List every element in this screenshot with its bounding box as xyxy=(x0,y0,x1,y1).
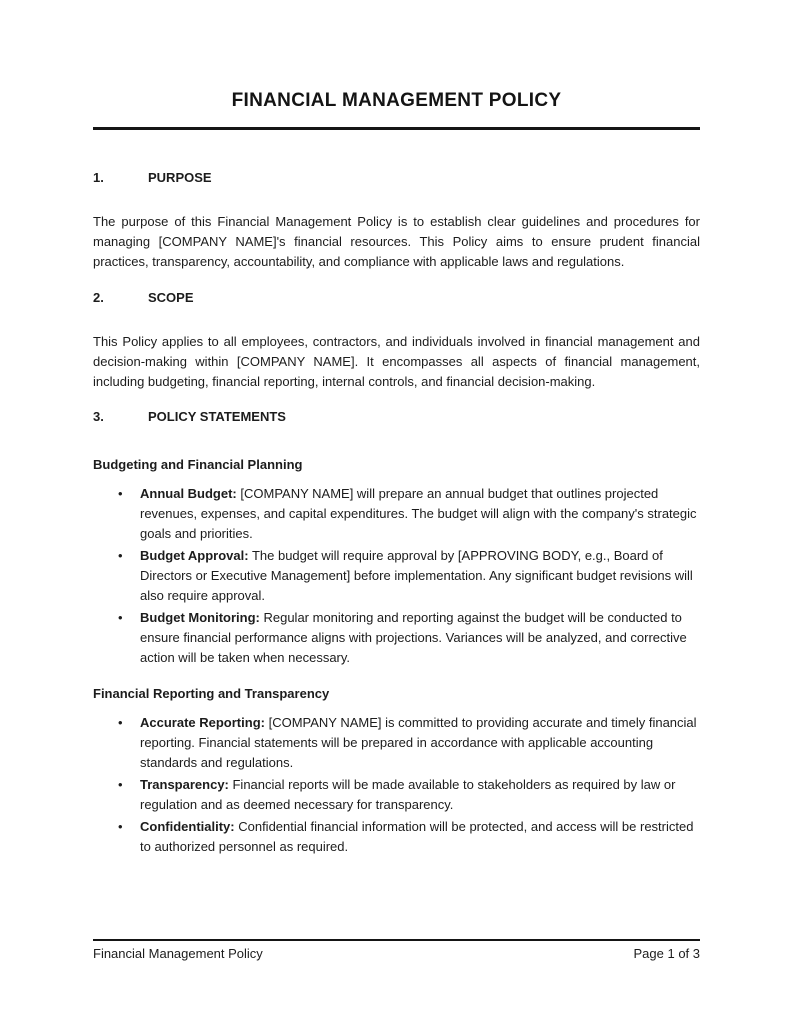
bullet-text: Regular monitoring and reporting against the budget will be conducted to ensure financial performance aligns with projections. Variances will be analyzed, and corrective action will be taken when necessary. xyxy=(140,610,687,665)
section-policy-statements xyxy=(93,407,700,857)
bullet-item xyxy=(93,608,700,668)
bullet-item xyxy=(93,484,700,544)
bullet-text: [COMPANY NAME] will prepare an annual budget that outlines projected revenues, expenses, and capital expenditures. The budget will align with the company's strategic goals and priorities. xyxy=(140,486,697,541)
bullet-icon: • xyxy=(118,777,123,792)
title-rule xyxy=(93,127,700,130)
bullet-item xyxy=(93,817,700,857)
policy-group-budgeting xyxy=(93,455,700,668)
bullet-icon: • xyxy=(118,715,123,730)
page-footer xyxy=(93,939,700,964)
section-heading: POLICY STATEMENTS xyxy=(148,409,286,424)
section-heading-row xyxy=(93,288,700,308)
section-number: 3. xyxy=(93,409,104,424)
footer-page-number: Page 1 of 3 xyxy=(633,946,700,961)
bullet-icon: • xyxy=(118,610,123,625)
bullet-item xyxy=(93,775,700,815)
bullet-item xyxy=(93,713,700,773)
bullet-text: Financial reports will be made available to stakeholders as required by law or regulation and as deemed necessary for transparency. xyxy=(140,777,676,812)
bullet-list xyxy=(93,484,700,668)
footer-document-title: Financial Management Policy xyxy=(93,946,263,961)
bullet-label: Budget Monitoring: xyxy=(140,610,260,625)
section-heading-row xyxy=(93,168,700,188)
page-title: FINANCIAL MANAGEMENT POLICY xyxy=(231,90,562,111)
section-body: The purpose of this Financial Management Policy is to establish clear guidelines and procedures for managing [COMPANY NAME]'s financial resources. This Policy aims to ensure prudent financial practices, transparency, accountability, and compliance with applicable laws and regulations. xyxy=(93,214,700,269)
section-number: 2. xyxy=(93,290,104,305)
section-heading: PURPOSE xyxy=(148,170,212,185)
section-heading: SCOPE xyxy=(148,290,194,305)
bullet-text: [COMPANY NAME] is committed to providing accurate and timely financial reporting. Financial statements will be prepared in accordance with applicable accounting standards and regulations. xyxy=(140,715,697,770)
bullet-label: Budget Approval: xyxy=(140,548,249,563)
bullet-icon: • xyxy=(118,819,123,834)
bullet-label: Annual Budget: xyxy=(140,486,237,501)
section-heading-row xyxy=(93,407,700,427)
bullet-label: Transparency: xyxy=(140,777,229,792)
section-body: This Policy applies to all employees, contractors, and individuals involved in financial management and decision-making within [COMPANY NAME]. It encompasses all aspects of financial management, including budgeting, financial reporting, internal controls, and financial decision-making. xyxy=(93,334,700,389)
bullet-text: Confidential financial information will be protected, and access will be restricted to authorized personnel as required. xyxy=(140,819,694,854)
group-heading: Financial Reporting and Transparency xyxy=(93,686,330,701)
bullet-icon: • xyxy=(118,548,123,563)
bullet-list xyxy=(93,713,700,857)
policy-group-reporting xyxy=(93,684,700,857)
bullet-icon: • xyxy=(118,486,123,501)
bullet-label: Accurate Reporting: xyxy=(140,715,265,730)
section-purpose xyxy=(93,168,700,272)
bullet-label: Confidentiality: xyxy=(140,819,235,834)
section-number: 1. xyxy=(93,170,104,185)
bullet-item xyxy=(93,546,700,606)
group-heading: Budgeting and Financial Planning xyxy=(93,457,303,472)
bullet-text: The budget will require approval by [APPROVING BODY, e.g., Board of Directors or Executive Management] before implementation. Any significant budget revisions will also require approval. xyxy=(140,548,693,603)
section-scope xyxy=(93,288,700,392)
